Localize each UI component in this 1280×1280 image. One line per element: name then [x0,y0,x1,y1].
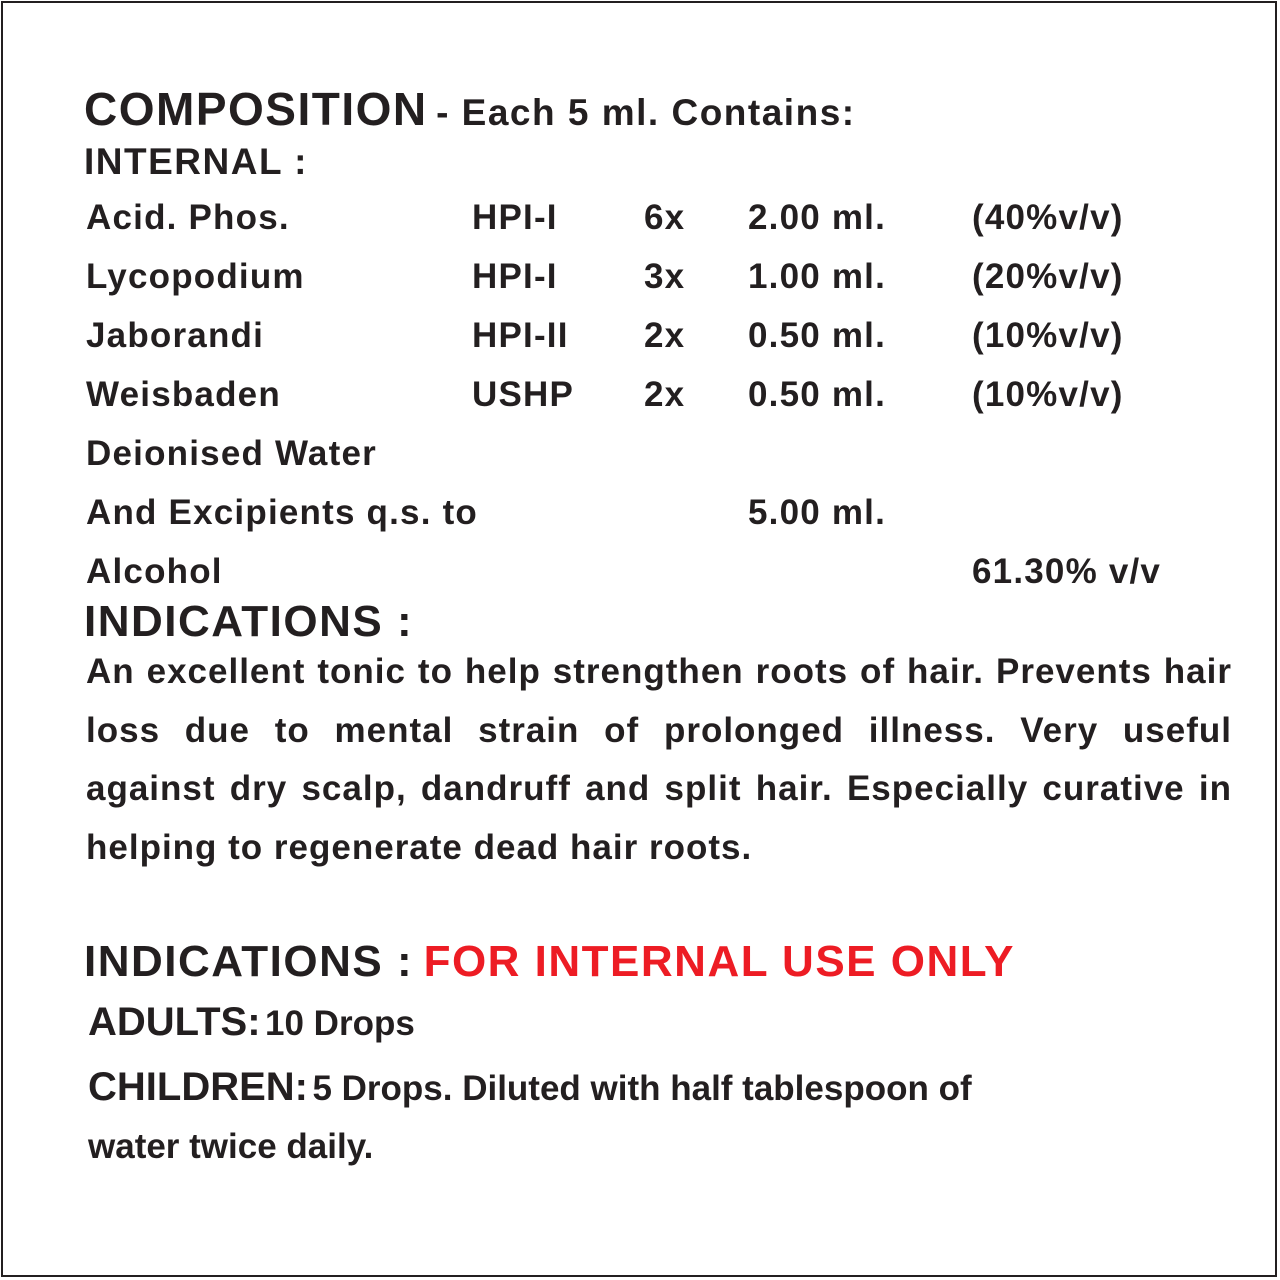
indications-text: An excellent tonic to help strengthen roots of hair. Prevents hair loss due to mental strain of prolonged illness. Very useful against dry scalp, dandruff and split hair. Especially curative in helping to regenerate dead hair roots. [86,652,1232,868]
ingredient-percent: (10%v/v) [972,375,1124,414]
ingredient-standard: HPI-I [472,257,558,296]
composition-heading: COMPOSITION [84,83,428,135]
composition-heading-line [84,83,856,135]
ingredient-quantity: 2.00 ml. [748,198,887,237]
deionised-water: Deionised Water [86,434,377,473]
dosage-heading: INDICATIONS : [84,937,414,986]
ingredient-name: Acid. Phos. [86,198,290,237]
ingredient-standard: HPI-I [472,198,558,237]
ingredient-potency: 3x [644,257,686,296]
excipients-quantity: 5.00 ml. [748,493,887,532]
ingredient-percent: (10%v/v) [972,316,1124,355]
children-label: CHILDREN: [88,1065,308,1109]
alcohol-label: Alcohol [86,552,223,591]
dosage-heading-line [84,937,1015,986]
alcohol-value: 61.30% v/v [972,552,1162,591]
ingredient-potency: 6x [644,198,686,237]
ingredient-name: Lycopodium [86,257,305,296]
ingredient-percent: (20%v/v) [972,257,1124,296]
adults-value: 10 Drops [265,1004,415,1043]
adults-label: ADULTS: [88,1000,261,1044]
indications-heading: INDICATIONS : [84,597,414,646]
ingredient-quantity: 1.00 ml. [748,257,887,296]
ingredient-standard: USHP [472,375,575,414]
ingredient-quantity: 0.50 ml. [748,375,887,414]
composition-subheading: - Each 5 ml. Contains: [436,92,856,133]
children-value: 5 Drops. Diluted with half tablespoon of [312,1069,972,1108]
ingredient-name: Weisbaden [86,375,281,414]
ingredient-potency: 2x [644,316,686,355]
children-value-continued: water twice daily. [88,1127,374,1166]
ingredient-standard: HPI-II [472,316,569,355]
internal-use-warning: FOR INTERNAL USE ONLY [423,937,1015,986]
ingredient-quantity: 0.50 ml. [748,316,887,355]
ingredient-potency: 2x [644,375,686,414]
children-dosage [88,1067,972,1107]
internal-heading: INTERNAL : [84,141,308,182]
ingredient-percent: (40%v/v) [972,198,1124,237]
adults-dosage [88,1002,415,1042]
excipients-label: And Excipients q.s. to [86,493,479,532]
ingredient-name: Jaborandi [86,316,265,355]
